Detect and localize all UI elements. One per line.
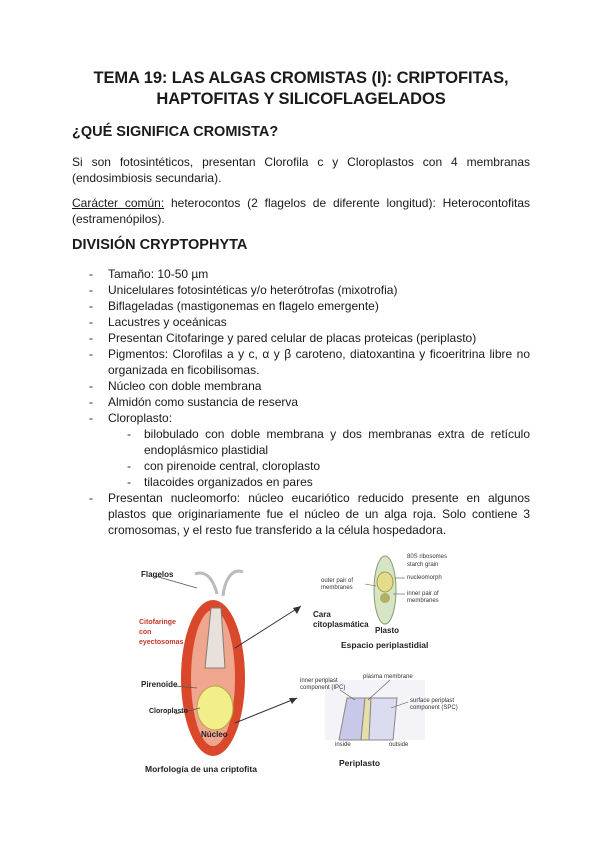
label-inside: inside	[335, 742, 351, 748]
caracter-comun-text: heterocontos (2 flagelos de diferente longitud): Heterocontofitas (estramenópilos).	[72, 196, 530, 226]
sub-list-item: - con pirenoide central, cloroplasto	[108, 458, 530, 474]
sub-list-item: - tilacoides organizados en pares	[108, 474, 530, 490]
list-item: - Tamaño: 10-50 µm	[72, 266, 530, 282]
paragraph-caracter-comun	[72, 195, 530, 227]
label-ribosomes: 80S ribosomes	[407, 554, 448, 560]
label-outer-pair: outer pair of membranes	[321, 578, 354, 591]
label-outside: outside	[389, 742, 409, 748]
label-nucleo: Núcleo	[201, 730, 228, 739]
section-heading-cromista: ¿QUÉ SIGNIFICA CROMISTA?	[72, 124, 279, 140]
label-inner-pair: inner pair of membranes	[407, 591, 439, 604]
flagellum-shape	[223, 571, 243, 596]
paragraph-cromista: Si son fotosintéticos, presentan Clorofila c y Cloroplastos con 4 membranas (endosimbiosis secundaria).	[72, 155, 530, 185]
list-item: - Pigmentos: Clorofilas a y c, α y β caroteno, diatoxantina y ficoeritrina libre no organizada en ficobilisomas.	[72, 346, 530, 378]
page-title: TEMA 19: LAS ALGAS CROMISTAS (I): CRIPTOFITAS, HAPTOFITAS Y SILICOFLAGELADOS	[93, 69, 509, 108]
nucleus-shape	[197, 686, 233, 730]
sub-list-item: - bilobulado con doble membrana y dos membranas extra de retículo endoplásmico plastidial	[108, 426, 530, 458]
label-espacio-periplastidial: Espacio periplastidial	[341, 640, 429, 650]
cloroplasto-label: Cloroplasto:	[108, 411, 173, 425]
cryptophyte-morphology-figure	[125, 548, 485, 778]
label-cara-citoplasmatica: Cara citoplasmática	[313, 610, 369, 629]
caracter-comun-label: Carácter común:	[72, 196, 165, 210]
figure-drawing	[125, 548, 485, 778]
label-nucleomorph: nucleomorph	[407, 575, 442, 581]
label-cloroplasto: Cloroplasto	[149, 708, 188, 715]
section-heading-cryptophyta: DIVISIÓN CRYPTOPHYTA	[72, 237, 248, 253]
list-item: - Núcleo con doble membrana	[72, 378, 530, 394]
cryptophyta-bullet-list	[72, 266, 530, 538]
label-ipc: inner periplast component (IPC)	[300, 678, 346, 691]
figure-caption: Morfología de una criptofita	[145, 764, 257, 774]
list-item: - Presentan nucleomorfo: núcleo eucariótico reducido presente en algunos plastos que originariamente fue el núcleo de un alga roja. Solo contiene 3 cromosomas, y el resto fue transferido a la célula hospedadora.	[72, 490, 530, 538]
label-plasto: Plasto	[375, 626, 400, 635]
label-flagelos: Flagelos	[141, 570, 174, 579]
list-item: - Almidón como sustancia de reserva	[72, 394, 530, 410]
label-spc: surface periplast component (SPC)	[410, 698, 458, 711]
label-periplasto: Periplasto	[339, 758, 381, 768]
list-item: - Presentan Citofaringe y pared celular de placas proteicas (periplasto)	[72, 330, 530, 346]
label-citofaringe: Citofaringe con eyectosomas	[139, 619, 184, 646]
list-item-cloroplasto	[72, 410, 530, 490]
flagellum-shape	[195, 573, 217, 594]
list-item: - Biflageladas (mastigonemas en flagelo emergente)	[72, 298, 530, 314]
list-item: - Unicelulares fotosintéticas y/o heterótrofas (mixotrofia)	[72, 282, 530, 298]
label-plasma-membrane: plasma membrane	[363, 674, 413, 680]
label-starch: starch grain	[407, 562, 439, 568]
label-pirenoide: Pirenoide	[141, 680, 178, 689]
list-item: - Lacustres y oceánicas	[72, 314, 530, 330]
cloroplasto-sub-list	[108, 426, 530, 490]
